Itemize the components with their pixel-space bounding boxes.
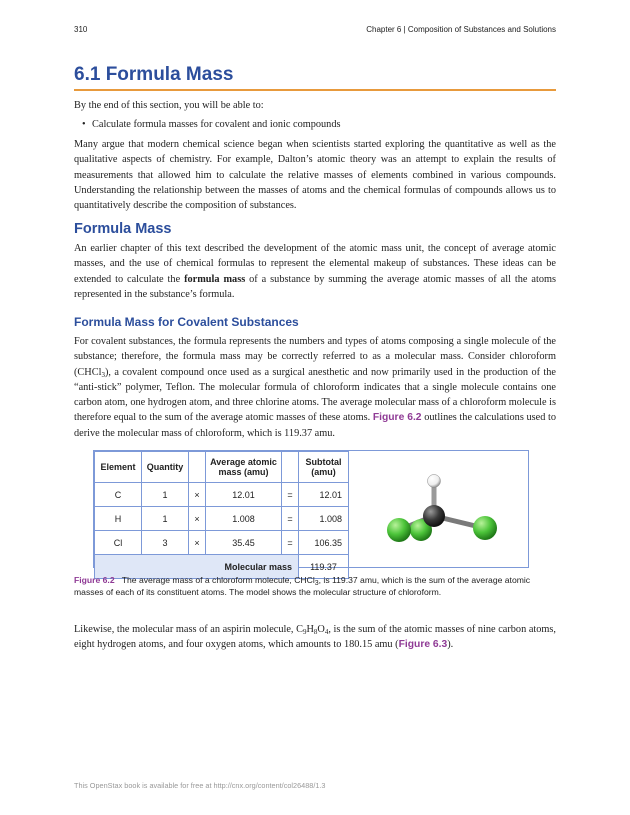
header-blank (282, 452, 299, 483)
header-subtotal: Subtotal (amu) (299, 452, 349, 483)
formula-mass-term: formula mass (184, 273, 246, 285)
header-blank (189, 452, 206, 483)
bullet-icon: • (82, 119, 86, 130)
hydrogen-atom (428, 475, 441, 488)
header-quantity: Quantity (142, 452, 189, 483)
table-row (95, 507, 349, 531)
equals-sign: = (282, 531, 299, 555)
equals-sign: = (282, 507, 299, 531)
formula-mass-paragraph: An earlier chapter of this text described the development of the atomic mass unit, the concept of average atomic masses, and the use of chemical formulas to represent the elemental makeup of substances. These ideas can be extended to calculate the formula mass of a substance by summing the average atomic masses of all the atoms represented in the substance’s formula. (74, 243, 556, 300)
formula-mass-heading: Formula Mass (74, 221, 172, 237)
cell-mass: 12.01 (206, 483, 282, 507)
cell-subtotal: 106.35 (299, 531, 349, 555)
total-value: 119.37 (299, 555, 349, 579)
covalent-paragraph: For covalent substances, the formula represents the numbers and types of atoms composing a single molecule of the substance; therefore, the formula mass may be correctly referred to as a molecular mass. Consider chloroform (CHCl$_3$), a covalent compound once used as a surgical anesthetic and now primarily used in the production of the “anti-stick” polymer, Teflon. The molecular formula of chloroform indicates that a single molecule contains one carbon atom, one hydrogen atom, and three chlorine atoms. The average molecular mass of a chloroform molecule is therefore equal to the sum of the average atomic masses of these atoms. Figure 6.2 outlines the calculations used to derive the molecular mass of chloroform, which is 119.37 amu. (74, 336, 557, 439)
times-sign: × (189, 507, 206, 531)
header-element: Element (95, 452, 142, 483)
objective-item (82, 119, 341, 130)
chlorine-atom (473, 516, 497, 540)
times-sign: × (189, 483, 206, 507)
intro-paragraph: Many argue that modern chemical science began when scientists started exploring the quantitative as well as the qualitative aspects of chemistry. For example, Dalton’s atomic theory was an attempt to explain the results of measurements that allowed him to calculate the relative masses of elements combined in various compounds. Understanding the relationship between the masses of atoms and the chemical formulas of compounds allows us to quantitatively describe the composition of substances. (74, 139, 556, 212)
footer-note: This OpenStax book is available for free at http://cnx.org/content/col26488/1.3 (74, 781, 326, 790)
table-row (95, 483, 349, 507)
title-rule (74, 89, 556, 91)
cell-mass: 35.45 (206, 531, 282, 555)
cell-element: H (95, 507, 142, 531)
cell-quantity: 1 (142, 483, 189, 507)
carbon-atom (423, 505, 445, 527)
table-row (95, 531, 349, 555)
times-sign: × (189, 531, 206, 555)
figure-caption: Figure 6.2 The average mass of a chloroform molecule, CHCl$_3$, is 119.37 amu, which is the sum of the average atomic masses of each of its constituent atoms. The model shows the molecular structure of chloroform. (74, 575, 531, 597)
molecular-mass-table (94, 451, 349, 579)
cell-subtotal: 12.01 (299, 483, 349, 507)
covalent-heading: Formula Mass for Covalent Substances (74, 315, 299, 329)
figure-6-2-link[interactable]: Figure 6.2 (372, 412, 422, 424)
objective-text: Calculate formula masses for covalent and ionic compounds (92, 119, 341, 130)
cell-quantity: 3 (142, 531, 189, 555)
running-head: Chapter 6 | Composition of Substances and Solutions (366, 25, 556, 34)
figure-6-2 (93, 450, 529, 572)
cell-element: Cl (95, 531, 142, 555)
section-title: 6.1 Formula Mass (74, 64, 234, 85)
equals-sign: = (282, 483, 299, 507)
objectives-intro: By the end of this section, you will be able to: (74, 100, 264, 111)
caption-label: Figure 6.2 (74, 575, 115, 585)
cell-element: C (95, 483, 142, 507)
chlorine-atom (387, 518, 411, 542)
aspirin-paragraph: Likewise, the molecular mass of an aspirin molecule, $C_9H_8O_4$, is the sum of the atomic masses of nine carbon atoms, eight hydrogen atoms, and four oxygen atoms, which amounts to 180.15 amu (Figure 6.3). (74, 624, 556, 651)
table-header-row (95, 452, 349, 483)
page-number: 310 (74, 25, 88, 34)
cell-subtotal: 1.008 (299, 507, 349, 531)
cell-mass: 1.008 (206, 507, 282, 531)
chloroform-molecule-model (353, 451, 529, 567)
total-label: Molecular mass (95, 555, 299, 579)
figure-6-3-link[interactable]: Figure 6.3 (398, 639, 448, 651)
cell-quantity: 1 (142, 507, 189, 531)
header-avg-mass: Average atomic mass (amu) (206, 452, 282, 483)
